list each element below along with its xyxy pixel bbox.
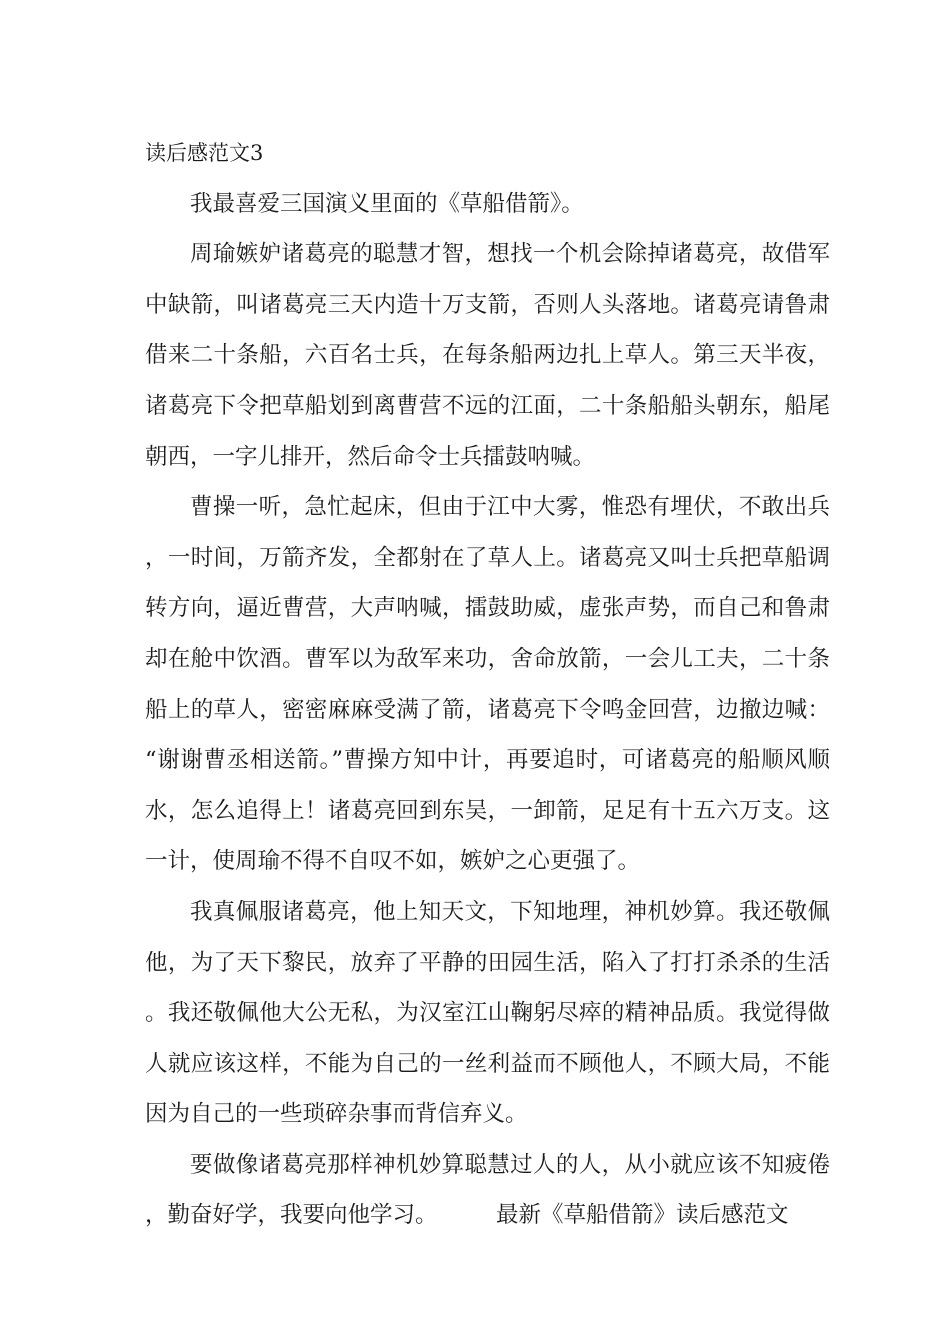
next-article-heading: 最新《草船借箭》读后感范文 bbox=[496, 1202, 789, 1229]
paragraph-conclusion-text: 要做像诸葛亮那样神机妙算聪慧过人的人，从小就应该不知疲倦，勤奋好学，我要向他学习。 bbox=[145, 1151, 830, 1229]
paragraph-intro: 我最喜爱三国演义里面的《草船借箭》。 bbox=[190, 190, 584, 217]
document-body bbox=[145, 128, 830, 1241]
paragraph-conclusion bbox=[145, 1140, 830, 1241]
paragraph-story-climax: 曹操一听，急忙起床，但由于江中大雾，惟恐有埋伏，不敢出兵，一时间，万箭齐发，全都射在了草人上。诸葛亮又叫士兵把草船调转方向，逼近曹营，大声呐喊，擂鼓助威，虚张声势，而自己和鲁肃却在舱中饮酒。曹军以为敌军来功，舍命放箭，一会儿工夫，二十条船上的草人，密密麻麻受满了箭，诸葛亮下令鸣金回营，边撤边喊：“谢谢曹丞相送箭。”曹操方知中计，再要追时，可诸葛亮的船顺风顺水，怎么追得上！诸葛亮回到东吴，一卸箭，足足有十五六万支。这一计，使周瑜不得不自叹不如，嫉妒之心更强了。 bbox=[145, 494, 830, 875]
paragraph-story-setup: 周瑜嫉妒诸葛亮的聪慧才智，想找一个机会除掉诸葛亮，故借军中缺箭，叫诸葛亮三天内造十万支箭，否则人头落地。诸葛亮请鲁肃借来二十条船，六百名士兵，在每条船两边扎上草人。第三天半夜，诸葛亮下令把草船划到离曹营不远的江面，二十条船船头朝东，船尾朝西，一字儿排开，然后命令士兵擂鼓呐喊。 bbox=[145, 241, 830, 470]
paragraph-admiration: 我真佩服诸葛亮，他上知天文，下知地理，神机妙算。我还敬佩他，为了天下黎民，放弃了平静的田园生活，陷入了打打杀杀的生活。我还敬佩他大公无私，为汉室江山鞠躬尽瘁的精神品质。我觉得做人就应该这样，不能为自己的一丝利益而不顾他人，不顾大局，不能因为自己的一些琐碎杂事而背信弃义。 bbox=[145, 898, 830, 1128]
document-title: 读后感范文3 bbox=[145, 141, 264, 165]
